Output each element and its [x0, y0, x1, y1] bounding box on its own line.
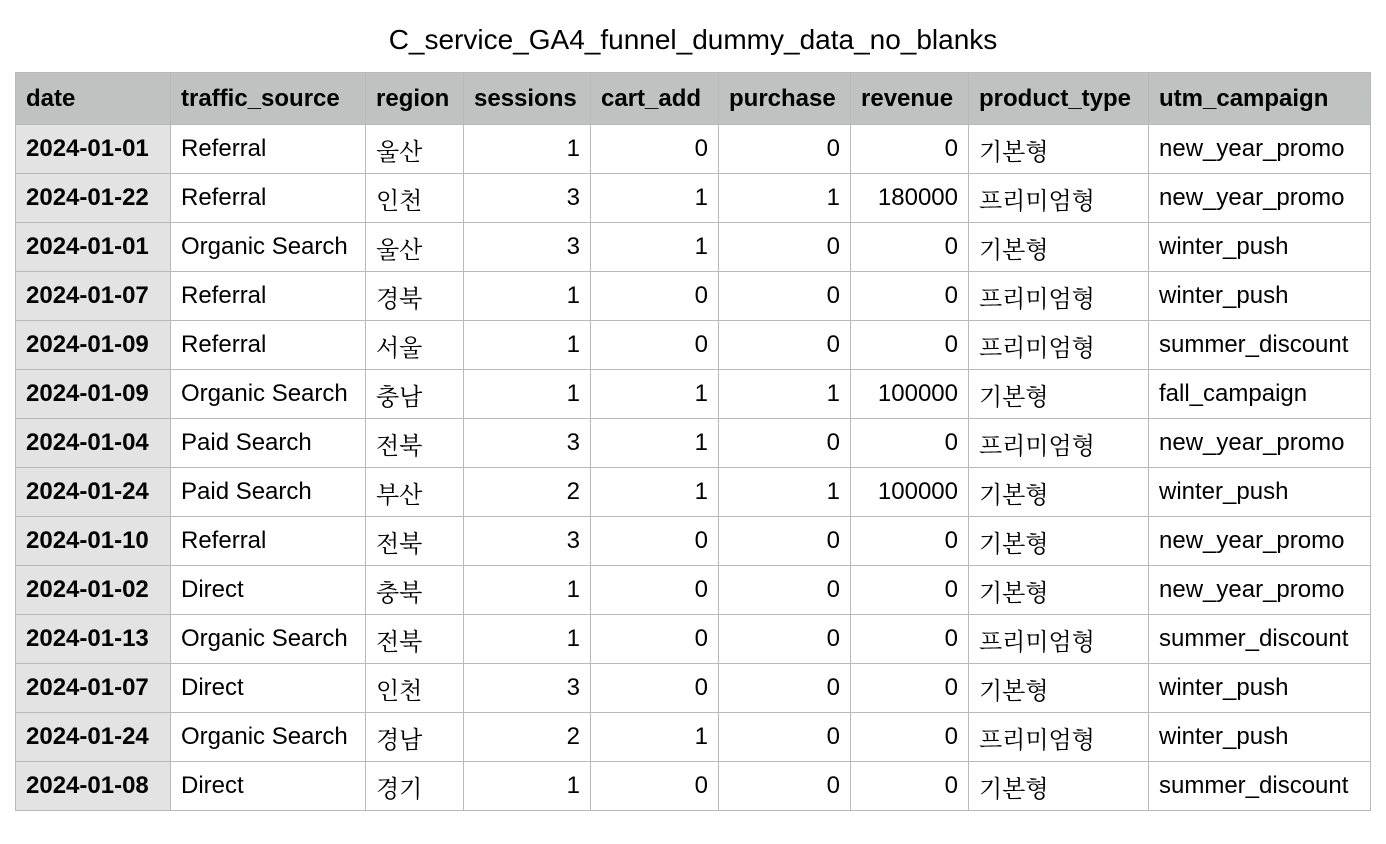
data-table — [15, 72, 1371, 811]
cell-purchase[interactable]: 0 — [719, 566, 851, 615]
sheet-title: C_service_GA4_funnel_dummy_data_no_blanks — [388, 24, 998, 55]
cell-traffic-source[interactable]: Referral — [171, 125, 366, 174]
cell-date[interactable]: 2024-01-07 — [16, 272, 171, 321]
cell-date[interactable]: 2024-01-08 — [16, 762, 171, 811]
cell-purchase[interactable]: 1 — [719, 370, 851, 419]
cell-product-type[interactable]: 프리미엄형 — [969, 174, 1149, 223]
cell-product-type[interactable]: 프리미엄형 — [969, 713, 1149, 762]
column-header-sessions[interactable]: sessions — [464, 73, 591, 125]
cell-purchase[interactable]: 0 — [719, 223, 851, 272]
cell-traffic-source[interactable]: Referral — [171, 174, 366, 223]
cell-utm-campaign[interactable]: fall_campaign — [1149, 370, 1371, 419]
table-row — [16, 272, 1371, 321]
cell-revenue[interactable]: 100000 — [851, 370, 969, 419]
cell-sessions[interactable]: 1 — [464, 125, 591, 174]
cell-product-type[interactable]: 기본형 — [969, 664, 1149, 713]
cell-product-type[interactable]: 기본형 — [969, 468, 1149, 517]
cell-purchase[interactable]: 1 — [719, 468, 851, 517]
cell-date[interactable]: 2024-01-02 — [16, 566, 171, 615]
cell-utm-campaign[interactable]: new_year_promo — [1149, 125, 1371, 174]
cell-region[interactable]: 울산 — [366, 223, 464, 272]
cell-region[interactable]: 경남 — [366, 713, 464, 762]
cell-region[interactable]: 전북 — [366, 615, 464, 664]
cell-product-type[interactable]: 기본형 — [969, 125, 1149, 174]
cell-traffic-source[interactable]: Paid Search — [171, 419, 366, 468]
cell-revenue[interactable]: 0 — [851, 419, 969, 468]
cell-date[interactable]: 2024-01-04 — [16, 419, 171, 468]
cell-sessions[interactable]: 3 — [464, 223, 591, 272]
cell-purchase[interactable]: 0 — [719, 419, 851, 468]
cell-revenue[interactable]: 0 — [851, 125, 969, 174]
cell-cart-add[interactable]: 0 — [591, 615, 719, 664]
column-header-region[interactable]: region — [366, 73, 464, 125]
cell-revenue[interactable]: 0 — [851, 615, 969, 664]
cell-product-type[interactable]: 기본형 — [969, 517, 1149, 566]
cell-product-type[interactable]: 기본형 — [969, 370, 1149, 419]
cell-traffic-source[interactable]: Direct — [171, 762, 366, 811]
cell-product-type[interactable]: 프리미엄형 — [969, 615, 1149, 664]
cell-sessions[interactable]: 3 — [464, 419, 591, 468]
cell-cart-add[interactable]: 1 — [591, 468, 719, 517]
cell-date[interactable]: 2024-01-10 — [16, 517, 171, 566]
cell-date[interactable]: 2024-01-09 — [16, 321, 171, 370]
spreadsheet-grid[interactable] — [15, 72, 1371, 844]
cell-utm-campaign[interactable]: new_year_promo — [1149, 174, 1371, 223]
cell-revenue[interactable]: 0 — [851, 664, 969, 713]
cell-date[interactable]: 2024-01-09 — [16, 370, 171, 419]
cell-revenue[interactable]: 0 — [851, 566, 969, 615]
table-row — [16, 370, 1371, 419]
cell-revenue[interactable]: 100000 — [851, 468, 969, 517]
cell-region[interactable]: 인천 — [366, 664, 464, 713]
cell-utm-campaign[interactable]: summer_discount — [1149, 321, 1371, 370]
column-header-utm-campaign[interactable]: utm_campaign — [1149, 73, 1371, 125]
table-row — [16, 174, 1371, 223]
cell-sessions[interactable]: 3 — [464, 174, 591, 223]
cell-traffic-source[interactable]: Direct — [171, 664, 366, 713]
cell-region[interactable]: 충북 — [366, 566, 464, 615]
cell-revenue[interactable]: 0 — [851, 272, 969, 321]
table-row — [16, 517, 1371, 566]
cell-cart-add[interactable]: 0 — [591, 762, 719, 811]
cell-product-type[interactable]: 프리미엄형 — [969, 272, 1149, 321]
cell-purchase[interactable]: 1 — [719, 174, 851, 223]
cell-cart-add[interactable]: 1 — [591, 174, 719, 223]
cell-product-type[interactable]: 프리미엄형 — [969, 321, 1149, 370]
cell-region[interactable]: 충남 — [366, 370, 464, 419]
table-row — [16, 615, 1371, 664]
table-row — [16, 468, 1371, 517]
cell-purchase[interactable]: 0 — [719, 615, 851, 664]
cell-utm-campaign[interactable]: new_year_promo — [1149, 419, 1371, 468]
cell-sessions[interactable]: 1 — [464, 370, 591, 419]
cell-region[interactable]: 인천 — [366, 174, 464, 223]
cell-cart-add[interactable]: 0 — [591, 125, 719, 174]
cell-region[interactable]: 전북 — [366, 419, 464, 468]
cell-traffic-source[interactable]: Organic Search — [171, 713, 366, 762]
cell-utm-campaign[interactable]: summer_discount — [1149, 762, 1371, 811]
table-row — [16, 762, 1371, 811]
cell-cart-add[interactable]: 1 — [591, 713, 719, 762]
column-header-revenue[interactable]: revenue — [851, 73, 969, 125]
column-header-purchase[interactable]: purchase — [719, 73, 851, 125]
cell-revenue[interactable]: 0 — [851, 321, 969, 370]
cell-traffic-source[interactable]: Organic Search — [171, 370, 366, 419]
cell-sessions[interactable]: 2 — [464, 468, 591, 517]
cell-traffic-source[interactable]: Organic Search — [171, 615, 366, 664]
cell-traffic-source[interactable]: Paid Search — [171, 468, 366, 517]
cell-product-type[interactable]: 프리미엄형 — [969, 419, 1149, 468]
table-row — [16, 419, 1371, 468]
cell-revenue[interactable]: 180000 — [851, 174, 969, 223]
cell-purchase[interactable]: 0 — [719, 713, 851, 762]
cell-traffic-source[interactable]: Referral — [171, 321, 366, 370]
cell-region[interactable]: 서울 — [366, 321, 464, 370]
cell-utm-campaign[interactable]: winter_push — [1149, 713, 1371, 762]
cell-traffic-source[interactable]: Referral — [171, 272, 366, 321]
cell-traffic-source[interactable]: Organic Search — [171, 223, 366, 272]
cell-utm-campaign[interactable]: summer_discount — [1149, 615, 1371, 664]
cell-date[interactable]: 2024-01-13 — [16, 615, 171, 664]
cell-utm-campaign[interactable]: new_year_promo — [1149, 517, 1371, 566]
cell-date[interactable]: 2024-01-24 — [16, 468, 171, 517]
table-row — [16, 713, 1371, 762]
cell-region[interactable]: 울산 — [366, 125, 464, 174]
cell-cart-add[interactable]: 0 — [591, 517, 719, 566]
cell-utm-campaign[interactable]: new_year_promo — [1149, 566, 1371, 615]
cell-sessions[interactable]: 1 — [464, 321, 591, 370]
table-row — [16, 664, 1371, 713]
cell-traffic-source[interactable]: Referral — [171, 517, 366, 566]
cell-product-type[interactable]: 기본형 — [969, 566, 1149, 615]
cell-purchase[interactable]: 0 — [719, 272, 851, 321]
cell-cart-add[interactable]: 0 — [591, 566, 719, 615]
cell-purchase[interactable]: 0 — [719, 517, 851, 566]
cell-revenue[interactable]: 0 — [851, 762, 969, 811]
cell-sessions[interactable]: 2 — [464, 713, 591, 762]
cell-cart-add[interactable]: 1 — [591, 223, 719, 272]
column-header-date[interactable]: date — [16, 73, 171, 125]
cell-utm-campaign[interactable]: winter_push — [1149, 468, 1371, 517]
cell-revenue[interactable]: 0 — [851, 713, 969, 762]
cell-date[interactable]: 2024-01-22 — [16, 174, 171, 223]
cell-date[interactable]: 2024-01-01 — [16, 223, 171, 272]
column-header-product-type[interactable]: product_type — [969, 73, 1149, 125]
cell-sessions[interactable]: 1 — [464, 762, 591, 811]
cell-sessions[interactable]: 1 — [464, 272, 591, 321]
table-row — [16, 125, 1371, 174]
cell-product-type[interactable]: 기본형 — [969, 762, 1149, 811]
table-row — [16, 223, 1371, 272]
cell-region[interactable]: 경기 — [366, 762, 464, 811]
column-header-cart-add[interactable]: cart_add — [591, 73, 719, 125]
cell-region[interactable]: 부산 — [366, 468, 464, 517]
cell-cart-add[interactable]: 0 — [591, 321, 719, 370]
cell-sessions[interactable]: 3 — [464, 664, 591, 713]
cell-traffic-source[interactable]: Direct — [171, 566, 366, 615]
cell-region[interactable]: 전북 — [366, 517, 464, 566]
table-row — [16, 566, 1371, 615]
cell-date[interactable]: 2024-01-07 — [16, 664, 171, 713]
table-row — [16, 321, 1371, 370]
cell-cart-add[interactable]: 1 — [591, 370, 719, 419]
cell-sessions[interactable]: 1 — [464, 566, 591, 615]
table-body — [16, 125, 1371, 811]
column-header-traffic-source[interactable]: traffic_source — [171, 73, 366, 125]
cell-revenue[interactable]: 0 — [851, 517, 969, 566]
cell-cart-add[interactable]: 0 — [591, 664, 719, 713]
cell-date[interactable]: 2024-01-01 — [16, 125, 171, 174]
cell-purchase[interactable]: 0 — [719, 762, 851, 811]
header-row — [16, 73, 1371, 125]
cell-region[interactable]: 경북 — [366, 272, 464, 321]
cell-purchase[interactable]: 0 — [719, 125, 851, 174]
cell-sessions[interactable]: 1 — [464, 615, 591, 664]
cell-date[interactable]: 2024-01-24 — [16, 713, 171, 762]
cell-purchase[interactable]: 0 — [719, 321, 851, 370]
cell-purchase[interactable]: 0 — [719, 664, 851, 713]
cell-product-type[interactable]: 기본형 — [969, 223, 1149, 272]
cell-cart-add[interactable]: 0 — [591, 272, 719, 321]
cell-revenue[interactable]: 0 — [851, 223, 969, 272]
cell-utm-campaign[interactable]: winter_push — [1149, 223, 1371, 272]
cell-sessions[interactable]: 3 — [464, 517, 591, 566]
cell-cart-add[interactable]: 1 — [591, 419, 719, 468]
cell-utm-campaign[interactable]: winter_push — [1149, 664, 1371, 713]
cell-utm-campaign[interactable]: winter_push — [1149, 272, 1371, 321]
